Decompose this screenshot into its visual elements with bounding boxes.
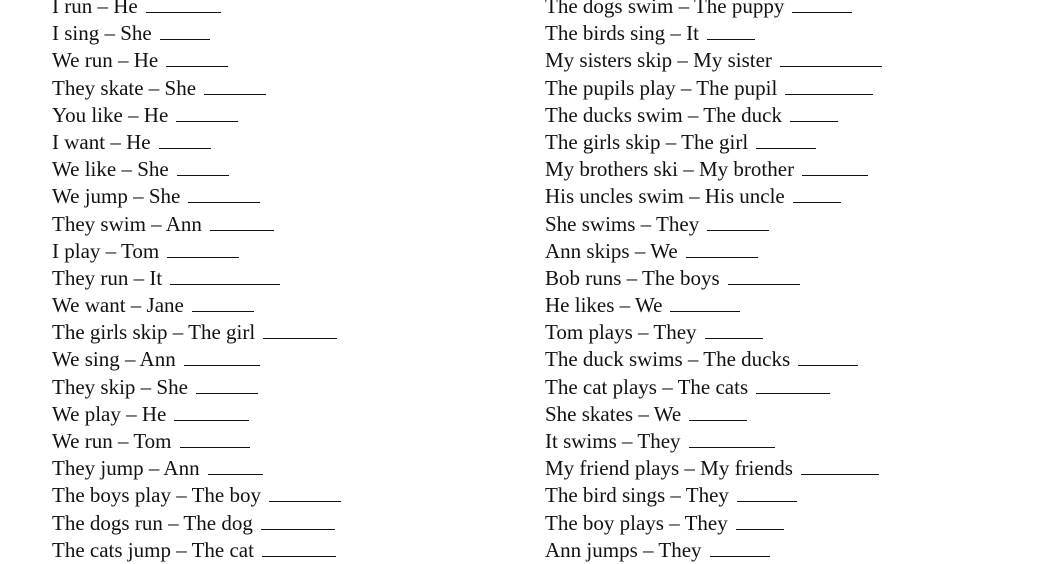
- answer-blank[interactable]: [159, 131, 211, 149]
- left-exercise-column: [52, 0, 341, 564]
- exercise-prompt: My sisters skip – My sister: [545, 48, 772, 73]
- answer-blank[interactable]: [756, 376, 830, 394]
- answer-blank[interactable]: [208, 457, 263, 475]
- exercise-prompt: He likes – We: [545, 293, 663, 318]
- exercise-prompt: Ann skips – We: [545, 238, 678, 263]
- exercise-prompt: We like – She: [52, 157, 169, 182]
- exercise-item: [545, 346, 882, 373]
- answer-blank[interactable]: [167, 240, 239, 258]
- exercise-prompt: They jump – Ann: [52, 456, 200, 481]
- answer-blank[interactable]: [261, 512, 335, 530]
- answer-blank[interactable]: [785, 77, 873, 95]
- answer-blank[interactable]: [188, 185, 260, 203]
- exercise-prompt: We want – Jane: [52, 293, 184, 318]
- answer-blank[interactable]: [192, 294, 254, 312]
- exercise-item: [545, 401, 882, 428]
- exercise-prompt: My brothers ski – My brother: [545, 157, 795, 182]
- answer-blank[interactable]: [180, 430, 250, 448]
- exercise-item: [52, 265, 341, 292]
- exercise-item: [545, 156, 882, 183]
- answer-blank[interactable]: [689, 430, 775, 448]
- exercise-item: [52, 156, 341, 183]
- answer-blank[interactable]: [686, 240, 758, 258]
- answer-blank[interactable]: [728, 267, 800, 285]
- answer-blank[interactable]: [166, 49, 228, 67]
- answer-blank[interactable]: [269, 484, 341, 502]
- exercise-prompt: It swims – They: [545, 429, 681, 453]
- exercise-item: [545, 455, 882, 482]
- exercise-prompt: The bird sings – They: [545, 483, 729, 508]
- exercise-item: [545, 211, 882, 238]
- exercise-item: [52, 183, 341, 210]
- exercise-item: [52, 292, 341, 319]
- answer-blank[interactable]: [670, 294, 740, 312]
- answer-blank[interactable]: [177, 158, 229, 176]
- exercise-item: [545, 129, 882, 156]
- answer-blank[interactable]: [802, 158, 868, 176]
- exercise-item: [545, 319, 882, 346]
- exercise-prompt: Bob runs – The boys: [545, 265, 720, 290]
- answer-blank[interactable]: [263, 321, 337, 339]
- exercise-item: [545, 75, 882, 102]
- exercise-prompt: The boy plays – They: [545, 510, 728, 535]
- answer-blank[interactable]: [170, 267, 280, 285]
- exercise-prompt: The girls skip – The girl: [545, 129, 749, 154]
- answer-blank[interactable]: [756, 131, 816, 149]
- exercise-prompt: The dogs swim – The puppy: [545, 0, 785, 18]
- exercise-item: [52, 75, 341, 102]
- answer-blank[interactable]: [184, 348, 260, 366]
- exercise-item: [52, 346, 341, 373]
- exercise-item: [545, 183, 882, 210]
- exercise-prompt: The boys play – The boy: [52, 483, 261, 508]
- answer-blank[interactable]: [792, 0, 852, 13]
- exercise-prompt: We run – Tom: [52, 429, 172, 453]
- exercise-prompt: The duck swims – The ducks: [545, 347, 791, 372]
- answer-blank[interactable]: [146, 0, 221, 13]
- right-exercise-column: [545, 0, 882, 564]
- exercise-item: [52, 401, 341, 428]
- answer-blank[interactable]: [196, 376, 258, 394]
- answer-blank[interactable]: [737, 484, 797, 502]
- exercise-item: [52, 510, 341, 537]
- exercise-prompt: The girls skip – The girl: [52, 320, 256, 345]
- exercise-prompt: They skate – She: [52, 75, 197, 100]
- answer-blank[interactable]: [689, 403, 747, 421]
- answer-blank[interactable]: [736, 512, 784, 530]
- exercise-prompt: They skip – She: [52, 374, 188, 399]
- exercise-item: [545, 292, 882, 319]
- exercise-item: [52, 319, 341, 346]
- exercise-item: [52, 129, 341, 156]
- answer-blank[interactable]: [262, 539, 336, 557]
- exercise-item: [52, 0, 341, 20]
- exercise-prompt: We run – He: [52, 48, 159, 73]
- answer-blank[interactable]: [780, 49, 882, 67]
- answer-blank[interactable]: [790, 104, 838, 122]
- exercise-item: [545, 374, 882, 401]
- answer-blank[interactable]: [710, 539, 770, 557]
- exercise-prompt: The pupils play – The pupil: [545, 75, 778, 100]
- exercise-prompt: Tom plays – They: [545, 320, 697, 345]
- exercise-item: [52, 238, 341, 265]
- exercise-item: [545, 47, 882, 74]
- exercise-item: [52, 455, 341, 482]
- exercise-prompt: The dogs run – The dog: [52, 510, 253, 535]
- exercise-prompt: We jump – She: [52, 184, 181, 209]
- exercise-item: [52, 20, 341, 47]
- exercise-item: [545, 20, 882, 47]
- exercise-item: [52, 374, 341, 401]
- exercise-prompt: The ducks swim – The duck: [545, 102, 782, 127]
- answer-blank[interactable]: [160, 22, 210, 40]
- exercise-item: [545, 428, 882, 455]
- answer-blank[interactable]: [707, 213, 769, 231]
- exercise-item: [545, 102, 882, 129]
- exercise-item: [545, 0, 882, 20]
- answer-blank[interactable]: [707, 22, 755, 40]
- exercise-item: [545, 238, 882, 265]
- answer-blank[interactable]: [798, 348, 858, 366]
- answer-blank[interactable]: [174, 403, 249, 421]
- exercise-prompt: I run – He: [52, 0, 138, 18]
- exercise-item: [52, 211, 341, 238]
- exercise-prompt: The birds sing – It: [545, 21, 699, 46]
- exercise-item: [52, 47, 341, 74]
- answer-blank[interactable]: [204, 77, 266, 95]
- answer-blank[interactable]: [801, 457, 879, 475]
- answer-blank[interactable]: [210, 213, 274, 231]
- exercise-prompt: Ann jumps – They: [545, 537, 702, 562]
- exercise-item: [545, 265, 882, 292]
- exercise-item: [52, 428, 341, 455]
- exercise-item: [545, 482, 882, 509]
- exercise-prompt: We sing – Ann: [52, 347, 176, 372]
- exercise-item: [52, 102, 341, 129]
- exercise-prompt: I want – He: [52, 129, 151, 154]
- exercise-prompt: They run – It: [52, 265, 163, 290]
- exercise-prompt: She swims – They: [545, 211, 700, 236]
- exercise-prompt: The cat plays – The cats: [545, 374, 749, 399]
- exercise-prompt: They swim – Ann: [52, 211, 202, 236]
- exercise-prompt: You like – He: [52, 102, 169, 127]
- exercise-prompt: I sing – She: [52, 21, 152, 46]
- exercise-item: [545, 510, 882, 537]
- exercise-prompt: She skates – We: [545, 401, 682, 426]
- exercise-prompt: My friend plays – My friends: [545, 456, 793, 481]
- exercise-prompt: We play – He: [52, 401, 167, 426]
- exercise-item: [545, 537, 882, 564]
- answer-blank[interactable]: [176, 104, 238, 122]
- exercise-item: [52, 482, 341, 509]
- answer-blank[interactable]: [793, 185, 841, 203]
- exercise-prompt: The cats jump – The cat: [52, 537, 254, 562]
- exercise-prompt: His uncles swim – His uncle: [545, 184, 785, 209]
- answer-blank[interactable]: [705, 321, 763, 339]
- exercise-prompt: I play – Tom: [52, 238, 160, 263]
- exercise-item: [52, 537, 341, 564]
